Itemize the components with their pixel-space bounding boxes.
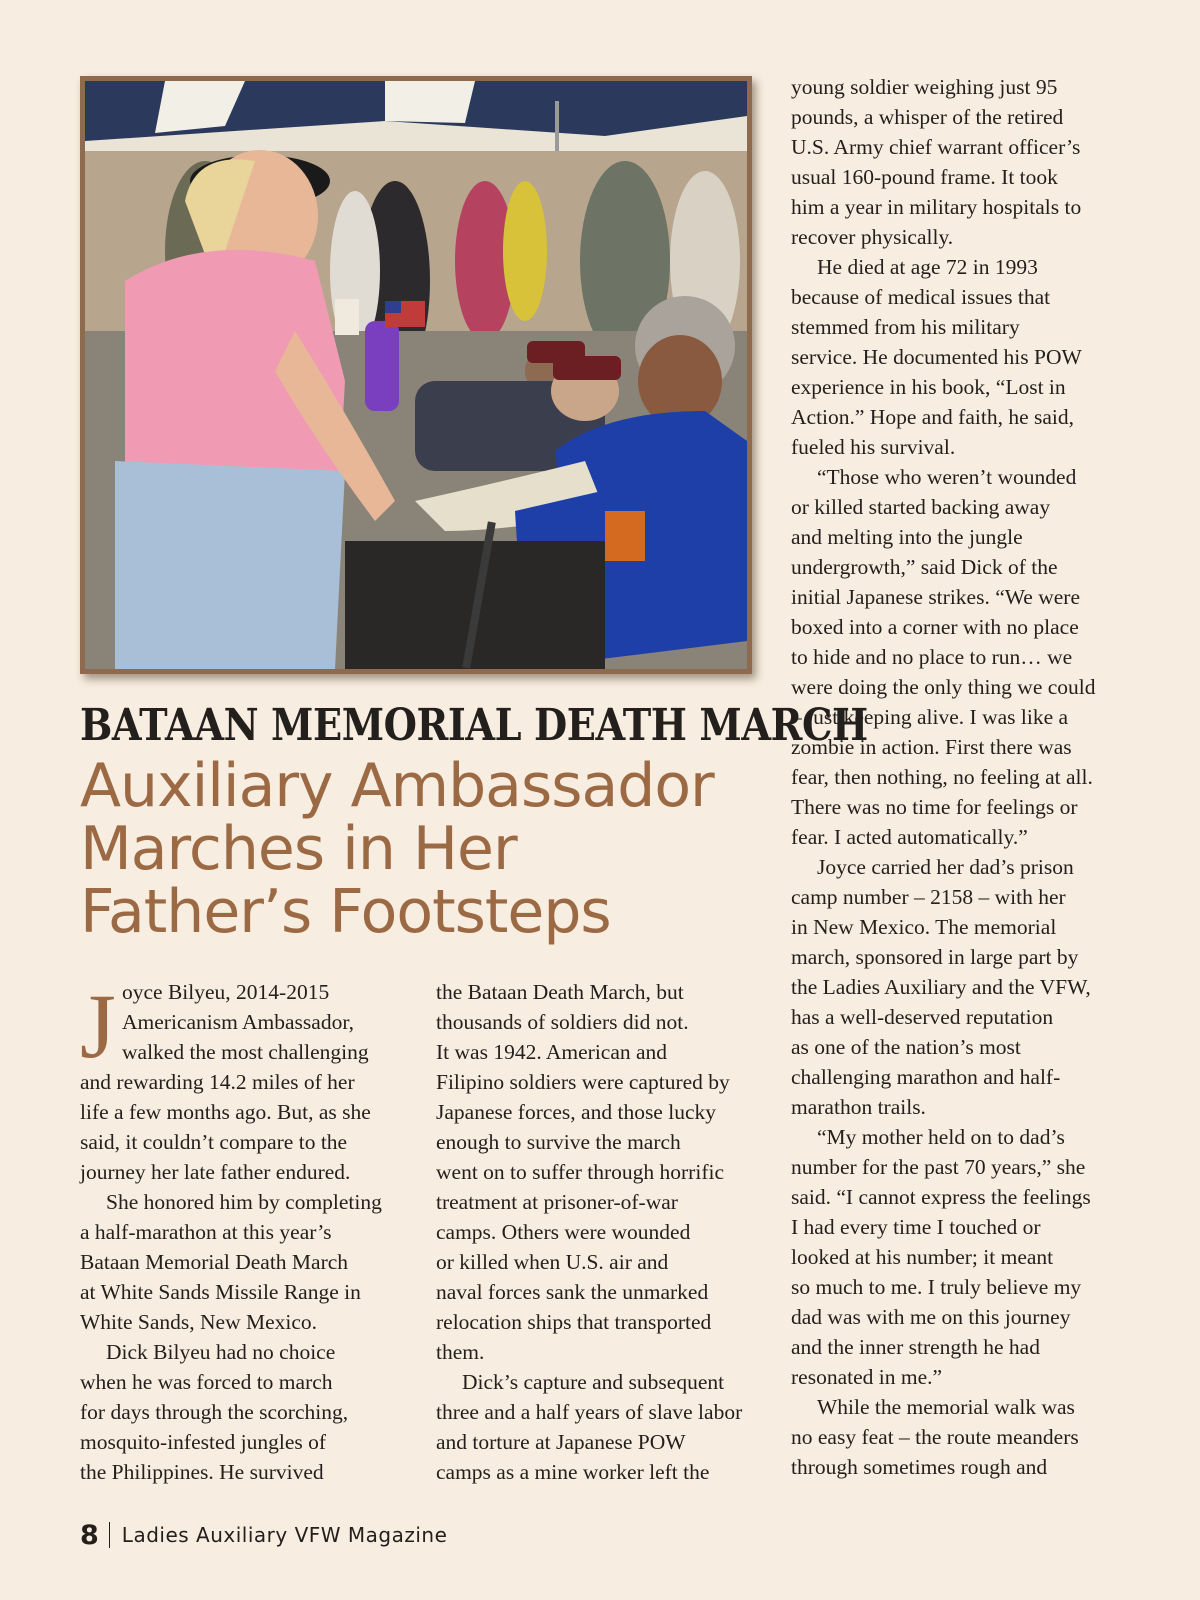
page-footer bbox=[80, 1518, 447, 1552]
text-line: no easy feat – the route meanders bbox=[791, 1425, 1079, 1449]
body-column-2 bbox=[436, 977, 766, 1487]
text-line: naval forces sank the unmarked bbox=[436, 1280, 709, 1304]
text-line: pounds, a whisper of the retired bbox=[791, 105, 1064, 129]
text-line: Americanism Ambassador, bbox=[122, 1010, 355, 1034]
text-line: number for the past 70 years,” she bbox=[791, 1155, 1086, 1179]
text-line: Dick’s capture and subsequent bbox=[462, 1370, 725, 1394]
text-line: a half-marathon at this year’s bbox=[80, 1220, 332, 1244]
text-line: or killed started backing away bbox=[791, 495, 1051, 519]
text-line: experience in his book, “Lost in bbox=[791, 375, 1066, 399]
text-line: him a year in military hospitals to bbox=[791, 195, 1082, 219]
text-line: were doing the only thing we could bbox=[791, 675, 1096, 699]
text-line: because of medical issues that bbox=[791, 285, 1051, 309]
text-line: camps as a mine worker left the bbox=[436, 1460, 710, 1484]
text-line: life a few months ago. But, as she bbox=[80, 1100, 371, 1124]
text-line: I had every time I touched or bbox=[791, 1215, 1041, 1239]
text-line: initial Japanese strikes. “We were bbox=[791, 585, 1081, 609]
text-line: the Ladies Auxiliary and the VFW, bbox=[791, 975, 1091, 999]
text-line: the Philippines. He survived bbox=[80, 1460, 324, 1484]
article-photo bbox=[85, 81, 747, 669]
text-line: mosquito-infested jungles of bbox=[80, 1430, 327, 1454]
text-line: camps. Others were wounded bbox=[436, 1220, 691, 1244]
text-line: undergrowth,” said Dick of the bbox=[791, 555, 1058, 579]
text-line: when he was forced to march bbox=[80, 1370, 333, 1394]
text-line: said, it couldn’t compare to the bbox=[80, 1130, 348, 1154]
footer-divider bbox=[109, 1522, 110, 1548]
article-kicker: BATAAN MEMORIAL DEATH MARCH bbox=[80, 700, 868, 751]
text-line: It was 1942. American and bbox=[436, 1040, 668, 1064]
photo-frame bbox=[80, 76, 752, 674]
text-line: Action.” Hope and faith, he said, bbox=[791, 405, 1074, 429]
text-line: “My mother held on to dad’s bbox=[817, 1125, 1065, 1149]
text-line: as one of the nation’s most bbox=[791, 1035, 1021, 1059]
text-line: – just keeping alive. I was like a bbox=[791, 705, 1069, 729]
text-line: He died at age 72 in 1993 bbox=[817, 255, 1038, 279]
text-line: has a well-deserved reputation bbox=[791, 1005, 1054, 1029]
text-line: three and a half years of slave labor bbox=[436, 1400, 743, 1424]
text-line: U.S. Army chief warrant officer’s bbox=[791, 135, 1081, 159]
headline-line: Marches in Her bbox=[80, 814, 517, 884]
headline-line: Father’s Footsteps bbox=[80, 877, 611, 947]
text-line: through sometimes rough and bbox=[791, 1455, 1048, 1479]
text-line: in New Mexico. The memorial bbox=[791, 915, 1057, 939]
text-line: marathon trails. bbox=[791, 1095, 926, 1119]
text-line: relocation ships that transported bbox=[436, 1310, 712, 1334]
text-line: “Those who weren’t wounded bbox=[817, 465, 1077, 489]
text-line: walked the most challenging bbox=[122, 1040, 369, 1064]
text-line: She honored him by completing bbox=[106, 1190, 382, 1214]
text-line: enough to survive the march bbox=[436, 1130, 681, 1154]
text-line: stemmed from his military bbox=[791, 315, 1020, 339]
text-line: camp number – 2158 – with her bbox=[791, 885, 1066, 909]
text-line: thousands of soldiers did not. bbox=[436, 1010, 689, 1034]
text-line: and melting into the jungle bbox=[791, 525, 1023, 549]
text-line: fear, then nothing, no feeling at all. bbox=[791, 765, 1093, 789]
text-line: and the inner strength he had bbox=[791, 1335, 1040, 1359]
article-headline bbox=[80, 751, 760, 947]
text-line: White Sands, New Mexico. bbox=[80, 1310, 318, 1334]
text-line: resonated in me.” bbox=[791, 1365, 943, 1389]
photo-illustration bbox=[85, 81, 747, 669]
text-line: to hide and no place to run… we bbox=[791, 645, 1073, 669]
text-line: Joyce carried her dad’s prison bbox=[817, 855, 1074, 879]
text-line: zombie in action. First there was bbox=[791, 735, 1072, 759]
text-line: dad was with me on this journey bbox=[791, 1305, 1071, 1329]
text-line: for days through the scorching, bbox=[80, 1400, 349, 1424]
text-line: and torture at Japanese POW bbox=[436, 1430, 686, 1454]
body-column-1 bbox=[80, 977, 410, 1487]
text-line: said. “I cannot express the feelings bbox=[791, 1185, 1091, 1209]
body-column-3 bbox=[791, 72, 1131, 1482]
text-line: Bataan Memorial Death March bbox=[80, 1250, 349, 1274]
text-line: at White Sands Missile Range in bbox=[80, 1280, 361, 1304]
magazine-title: Ladies Auxiliary VFW Magazine bbox=[121, 1523, 448, 1547]
text-line: boxed into a corner with no place bbox=[791, 615, 1079, 639]
text-line: looked at his number; it meant bbox=[791, 1245, 1054, 1269]
text-line: While the memorial walk was bbox=[817, 1395, 1075, 1419]
text-line: There was no time for feelings or bbox=[791, 795, 1078, 819]
text-line: challenging marathon and half- bbox=[791, 1065, 1061, 1089]
text-line: usual 160-pound frame. It took bbox=[791, 165, 1058, 189]
headline-line: Auxiliary Ambassador bbox=[80, 751, 714, 821]
text-line: them. bbox=[436, 1340, 485, 1364]
text-line: so much to me. I truly believe my bbox=[791, 1275, 1082, 1299]
page-number: 8 bbox=[80, 1519, 99, 1551]
text-line: Japanese forces, and those lucky bbox=[436, 1100, 716, 1124]
text-line: Filipino soldiers were captured by bbox=[436, 1070, 730, 1094]
text-line: journey her late father endured. bbox=[80, 1160, 351, 1184]
text-line: or killed when U.S. air and bbox=[436, 1250, 669, 1274]
text-line: treatment at prisoner-of-war bbox=[436, 1190, 678, 1214]
text-line: recover physically. bbox=[791, 225, 954, 249]
text-line: went on to suffer through horrific bbox=[436, 1160, 724, 1184]
text-line: service. He documented his POW bbox=[791, 345, 1082, 369]
text-line: young soldier weighing just 95 bbox=[791, 75, 1058, 99]
text-line: Dick Bilyeu had no choice bbox=[106, 1340, 336, 1364]
text-line: and rewarding 14.2 miles of her bbox=[80, 1070, 355, 1094]
text-line: the Bataan Death March, but bbox=[436, 980, 684, 1004]
text-line: fear. I acted automatically.” bbox=[791, 825, 1028, 849]
text-line: march, sponsored in large part by bbox=[791, 945, 1079, 969]
text-line: oyce Bilyeu, 2014-2015 bbox=[122, 980, 330, 1004]
drop-cap: J bbox=[80, 975, 116, 1077]
text-line: fueled his survival. bbox=[791, 435, 956, 459]
